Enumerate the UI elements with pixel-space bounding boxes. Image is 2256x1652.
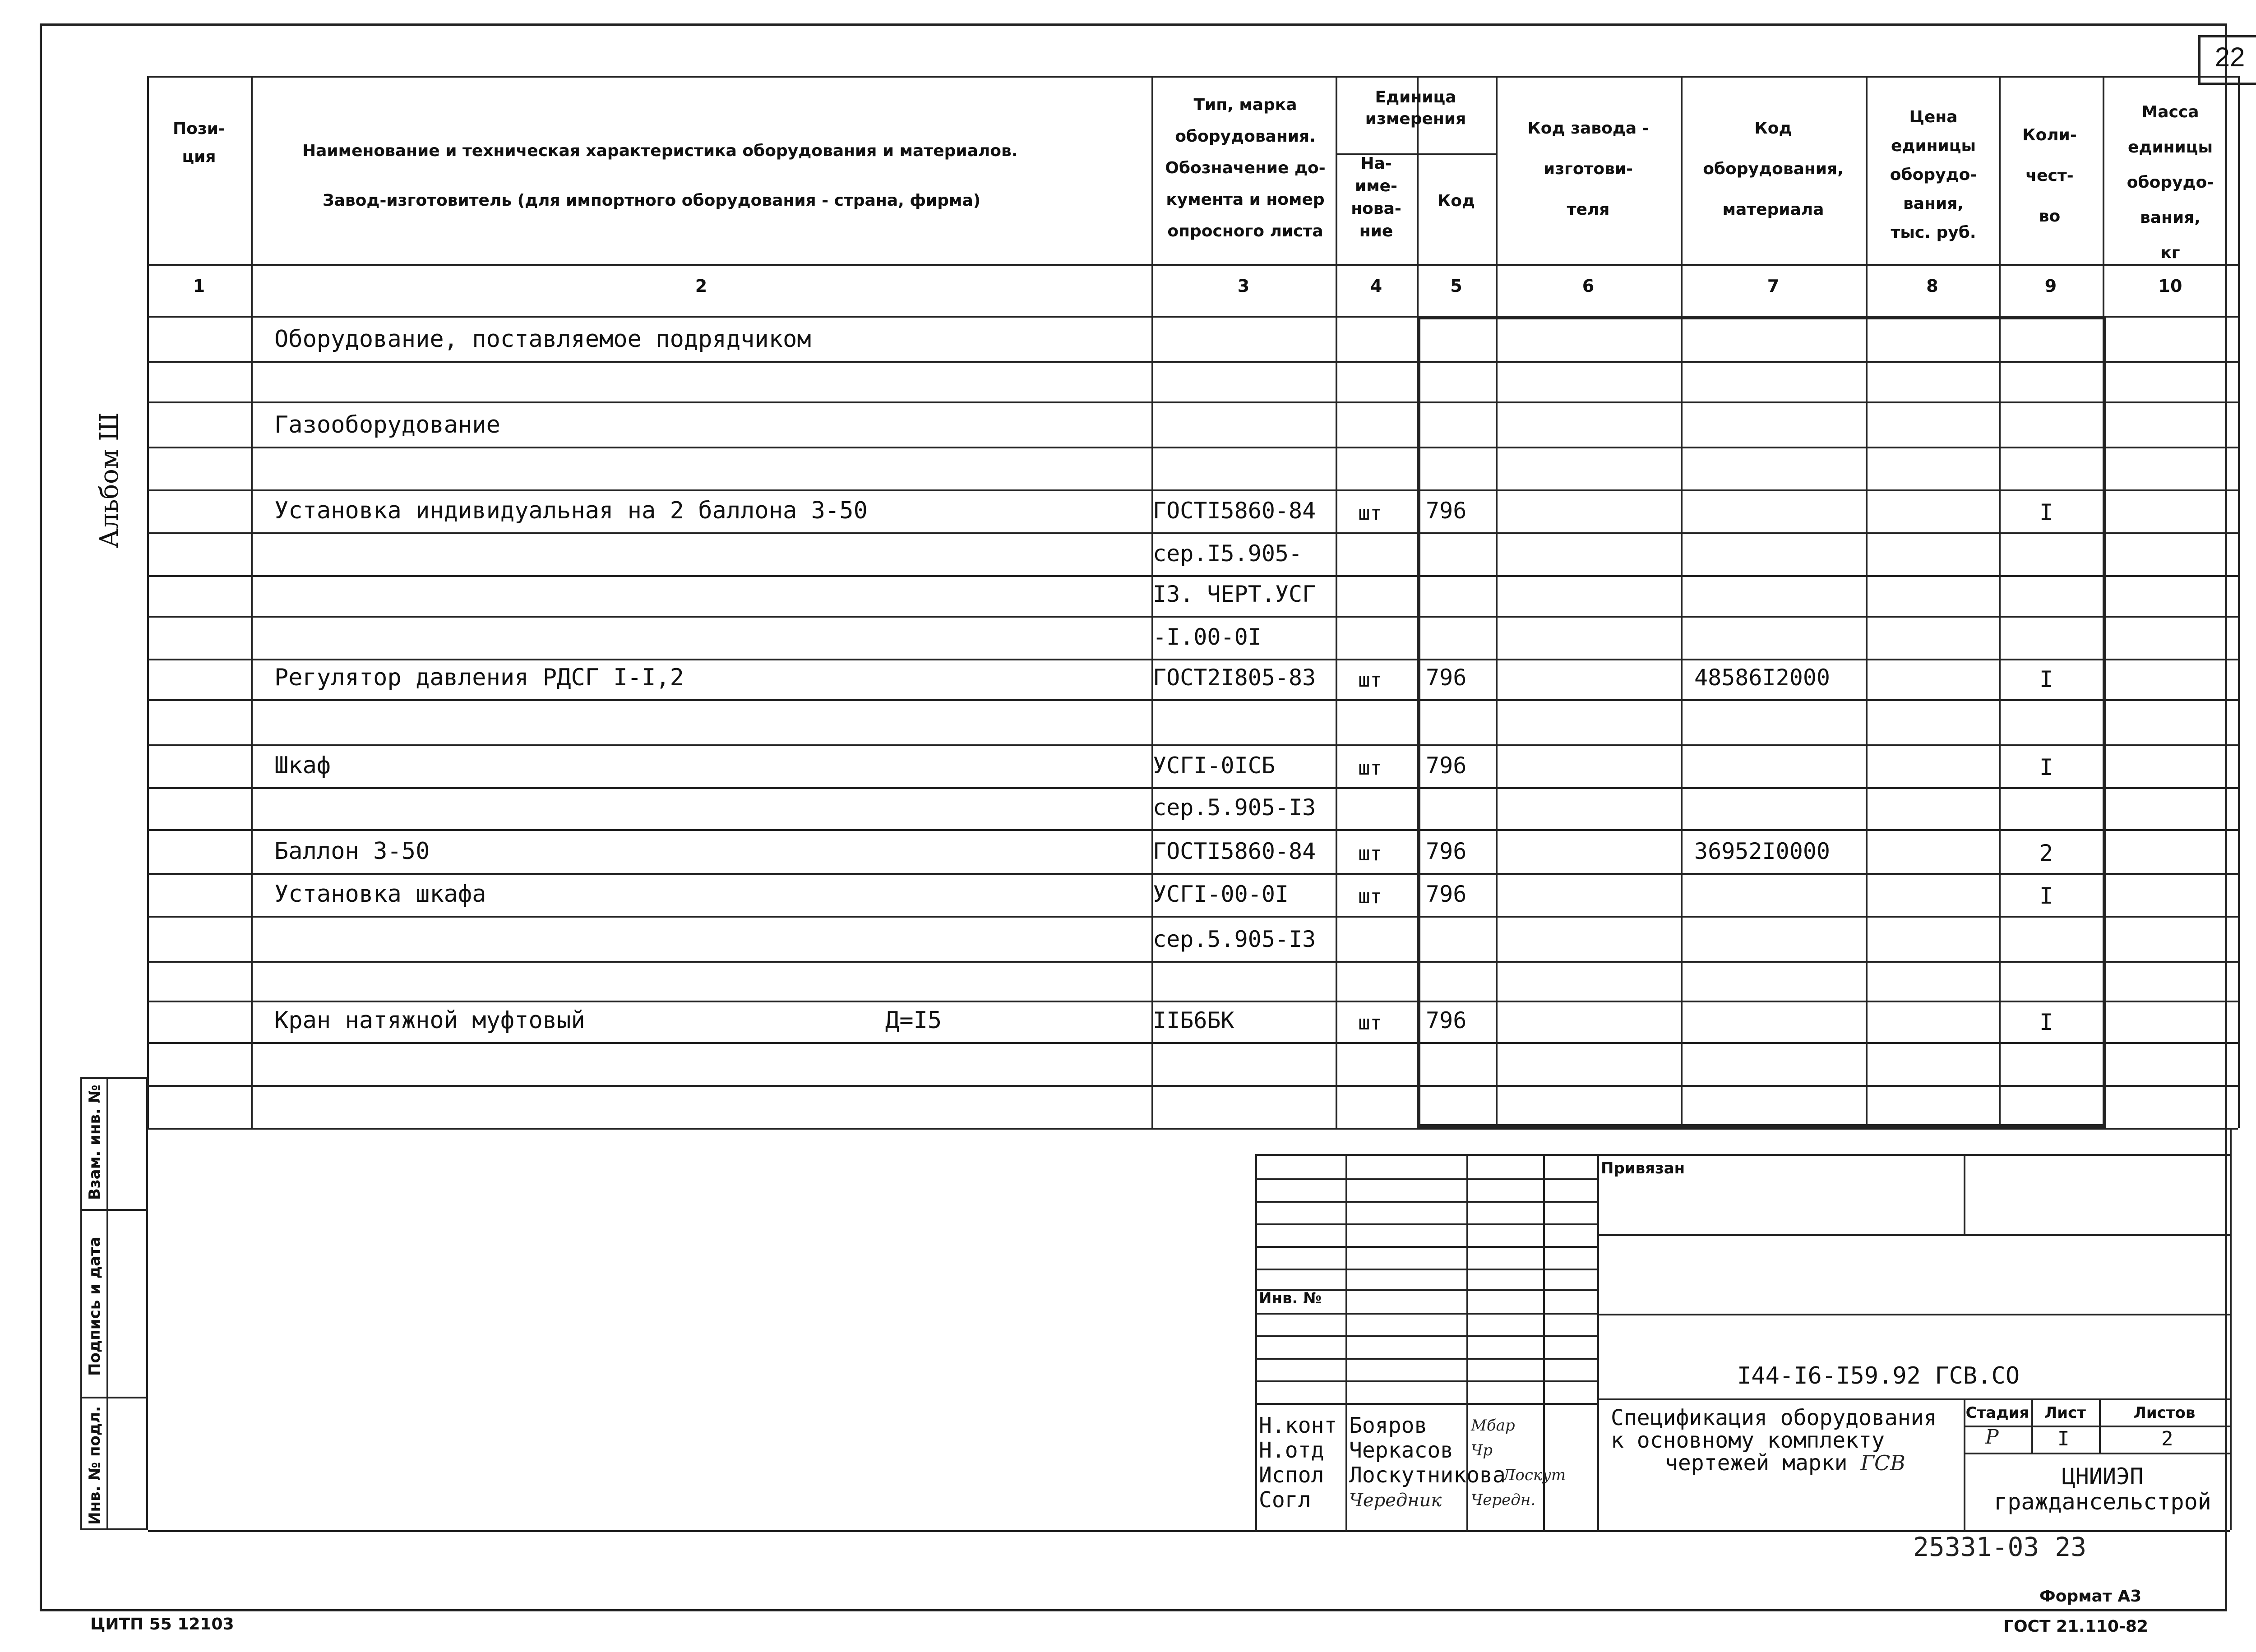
stamp-title-mark: ГСВ	[1860, 1451, 1905, 1475]
strip-replace-inv: Взам. инв. №	[86, 1084, 104, 1200]
item-document: сер.5.905-I3	[1153, 794, 1316, 821]
item-document: ГОСТI5860-84	[1153, 498, 1316, 524]
column-number: 4	[1370, 276, 1382, 296]
item-name: Установка индивидуальная на 2 баллона 3-50	[274, 497, 868, 524]
header-quantity: Коли- чест- во	[2022, 126, 2077, 226]
registration-number: 25331-03 23	[1913, 1532, 2087, 1562]
item-unit: шт	[1358, 885, 1382, 908]
signer-signature: Чр	[1471, 1441, 1493, 1459]
header-mass: Масса единицы оборудо- вания, кг	[2127, 103, 2214, 262]
signer-role: Испол	[1259, 1463, 1324, 1488]
stage-label: Стадия	[1965, 1404, 2029, 1422]
format-label: Формат А3	[2039, 1587, 2142, 1606]
item-document: IIБ6БК	[1153, 1007, 1234, 1034]
sheet-value: I	[2057, 1427, 2070, 1450]
header-position: Пози- ция	[173, 120, 225, 166]
sheets-value: 2	[2161, 1427, 2173, 1450]
signer-role: Согл	[1259, 1487, 1311, 1513]
signer-signature: Лоскут	[1502, 1466, 1566, 1484]
stamp-linked-label: Привязан	[1601, 1159, 1685, 1177]
item-document: ГОСТ2I805-83	[1153, 664, 1316, 691]
item-document: -I.00-0I	[1153, 624, 1262, 650]
gost-label: ГОСТ 21.110-82	[2003, 1617, 2149, 1636]
item-name: Оборудование, поставляемое подрядчиком	[274, 326, 811, 353]
item-quantity: 2	[2039, 840, 2053, 866]
header-type: Тип, марка оборудования. Обозначение до- кумента и номер опросного листа	[1165, 96, 1326, 240]
item-name: Кран натяжной муфтовый	[274, 1007, 585, 1034]
stamp-inv-label: Инв. №	[1259, 1289, 1322, 1307]
item-document: сер.5.905-I3	[1153, 926, 1316, 952]
signer-signature: Чередн.	[1471, 1491, 1536, 1509]
item-unit-code: 796	[1426, 498, 1467, 524]
header-unit-code: Код	[1437, 192, 1475, 210]
sheet-number: 22	[2214, 42, 2245, 72]
stamp-title: Спецификация оборудования к основному комплекту чертежей марки ГСВ	[1611, 1405, 1937, 1476]
header-unit-group: Единица измерения	[1365, 88, 1466, 128]
header-name: Наименование и техническая характеристика оборудования и материалов. Завод-изготовитель (для импортного оборудования - страна, фирма)	[302, 142, 1018, 210]
column-number: 8	[1926, 276, 1938, 296]
item-document: ГОСТI5860-84	[1153, 838, 1316, 864]
item-unit-code: 796	[1426, 1007, 1467, 1034]
item-unit: шт	[1358, 842, 1382, 865]
citp-label: ЦИТП 55 12103	[90, 1615, 234, 1634]
item-name: Установка шкафа	[274, 881, 486, 908]
item-document: УСГI-0IСБ	[1153, 752, 1275, 779]
signer-name: Бояров	[1349, 1413, 1428, 1438]
item-name: Регулятор давления РДСГ I-I,2	[274, 664, 684, 691]
item-unit-code: 796	[1426, 838, 1467, 864]
item-document: УСГI-00-0I	[1153, 881, 1289, 907]
header-material-code: Код оборудования, материала	[1703, 119, 1844, 219]
item-unit: шт	[1358, 669, 1382, 692]
column-number: 1	[193, 276, 205, 296]
signer-name: Чередник	[1349, 1490, 1442, 1511]
header-factory-code: Код завода - изготови- теля	[1527, 119, 1649, 219]
sheets-label: Листов	[2133, 1404, 2196, 1422]
signer-signature: Мбар	[1471, 1417, 1515, 1435]
item-unit: шт	[1358, 502, 1382, 525]
album-label: Альбом Ш	[95, 412, 124, 548]
column-number: 6	[1582, 276, 1595, 296]
signer-name: Черкасов	[1349, 1438, 1454, 1463]
header-price: Цена единицы оборудо- вания, тыс. руб.	[1890, 108, 1977, 242]
item-size: Д=I5	[885, 1007, 942, 1034]
item-quantity: I	[2039, 666, 2053, 692]
item-material-code: 36952I0000	[1694, 838, 1831, 864]
column-number: 5	[1450, 276, 1462, 296]
item-material-code: 48586I2000	[1694, 664, 1831, 691]
signer-role: Н.конт	[1259, 1413, 1337, 1438]
organization: ЦНИИЭП граждансельстрой	[1994, 1463, 2211, 1515]
item-quantity: I	[2039, 883, 2053, 909]
signer-role: Н.отд	[1259, 1438, 1324, 1463]
item-unit-code: 796	[1426, 752, 1467, 779]
item-quantity: I	[2039, 754, 2053, 780]
stage-value: Р	[1985, 1426, 1999, 1449]
column-number: 3	[1237, 276, 1250, 296]
column-number: 9	[2044, 276, 2057, 296]
document-code: I44-I6-I59.92 ГСВ.СО	[1737, 1362, 2020, 1389]
column-number: 2	[695, 276, 707, 296]
item-name: Газооборудование	[274, 411, 500, 438]
item-unit: шт	[1358, 1011, 1382, 1034]
sheet-label: Лист	[2044, 1404, 2086, 1422]
column-number: 10	[2158, 276, 2182, 296]
signer-name: Лоскутникова	[1349, 1463, 1506, 1488]
item-name: Шкаф	[274, 752, 331, 779]
strip-original-inv: Инв. № подл.	[86, 1406, 104, 1525]
item-unit-code: 796	[1426, 881, 1467, 907]
item-name: Баллон 3-50	[274, 838, 430, 865]
strip-signature-date: Подпись и дата	[86, 1237, 104, 1376]
item-unit: шт	[1358, 757, 1382, 780]
column-number: 7	[1767, 276, 1780, 296]
item-document: I3. ЧЕРТ.УСГ	[1153, 581, 1316, 607]
item-quantity: I	[2039, 499, 2053, 526]
header-unit-name: На- име- нова- ние	[1351, 154, 1401, 240]
item-quantity: I	[2039, 1009, 2053, 1035]
item-document: сер.I5.905-	[1153, 540, 1303, 567]
item-unit-code: 796	[1426, 664, 1467, 691]
